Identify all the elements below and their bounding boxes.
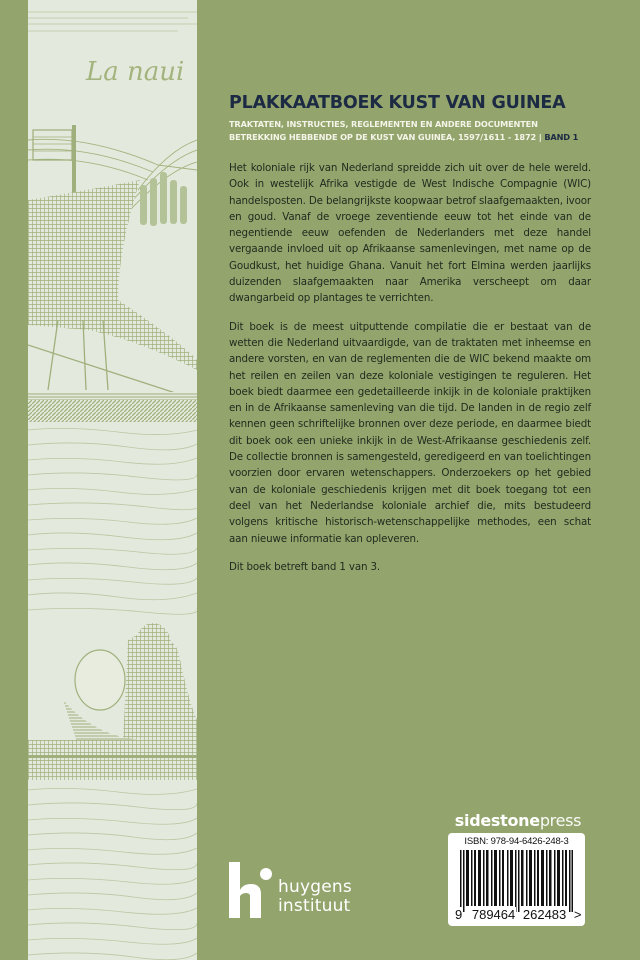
barcode-digit-group-2: 262483: [522, 907, 567, 922]
isbn-label: ISBN: 978-94-6426-248-3: [464, 836, 569, 847]
huygens-name-line-1: huygens: [278, 877, 352, 897]
cover-engraving: [28, 0, 197, 960]
back-cover-text: [229, 92, 591, 575]
huygens-instituut-logo: [227, 860, 397, 920]
barcode-bars-icon: [460, 850, 573, 912]
isbn-barcode: [448, 833, 585, 926]
ship-engraving-illustration: [28, 0, 197, 960]
huygens-wordmark: [278, 878, 352, 916]
blurb-paragraph-3: Dit boek betreft band 1 van 3.: [229, 560, 381, 573]
book-subtitle: [229, 118, 591, 143]
barcode-digits: [454, 907, 582, 922]
publisher-name-light: press: [539, 811, 582, 830]
barcode-quiet-zone-marker: >: [573, 907, 582, 922]
subtitle-line-1: TRAKTATEN, INSTRUCTIES, REGLEMENTEN EN ANDERE DOCUMENTEN: [229, 119, 538, 129]
subtitle-line-2: [229, 131, 591, 144]
subtitle-separator: |: [536, 131, 545, 142]
svg-text:La naui: La naui: [86, 57, 185, 87]
book-title: PLAKKAATBOEK KUST VAN GUINEA: [229, 93, 566, 113]
huygens-hi-logo-icon: [227, 860, 272, 920]
band-label: BAND 1: [544, 131, 579, 142]
barcode-digit-group-1: 789464: [471, 907, 516, 922]
blurb-paragraph-1: Het koloniale rijk van Nederland spreidde zich uit over de hele wereld. Ook in westelijk Afrika vestigde de West Indische Compagnie (WIC) handelsposten. De belangrijkste koopwaar betrof slaafgemaakten, ivoor en goud. Vanaf de vroege zeventiende eeuw tot het einde van de negentiende eeuw oefenden de Nederlanders met deze handel vergaande invloed uit op Afrikaanse samenlevingen, met name op de Goudkust, het huidige Ghana. Vanuit het fort Elmina werden jaarlijks duizenden slaafgemaakten naar Amerika verscheept om daar dwangarbeid op plantages te verrichten.: [229, 162, 591, 305]
subtitle-line-2-text: BETREKKING HEBBENDE OP DE KUST VAN GUINEA, 1597/1611 - 1872: [229, 131, 537, 142]
blurb-paragraph-2: Dit boek is de meest uitputtende compilatie die er bestaat van de wetten die Nederland uitvaardigde, van de traktaten met inheemse en andere vorsten, en van de reglementen die de WIC bekend maakte om het reilen en zeilen van deze koloniale vestigingen te reguleren. Het boek biedt daarmee een gedetailleerde inkijk in de koloniale praktijken en in de Afrikaanse samenleving van die tijd. De landen in de regio zelf kennen geen schriftelijke bronnen over deze periode, en daarmee biedt dit boek ook een unieke inkijk in de West-Afrikaanse geschiedenis zelf. De collectie bronnen is samengesteld, geredigeerd en van toelichtingen voorzien door ervaren wetenschappers. Onderzoekers op het gebied van de koloniale geschiedenis krijgen met dit boek toegang tot een deel van het Nederlandse koloniale archief die, mits bestudeerd volgens kritische historisch-wetenschappelijke methodes, een schat aan nieuwe informatie kan opleveren.: [229, 320, 591, 545]
barcode-digit-first: 9: [455, 907, 463, 922]
huygens-name-line-2: instituut: [278, 896, 351, 916]
publisher-name-bold: sidestone: [454, 811, 540, 830]
sidestone-press-logo: [448, 812, 588, 830]
